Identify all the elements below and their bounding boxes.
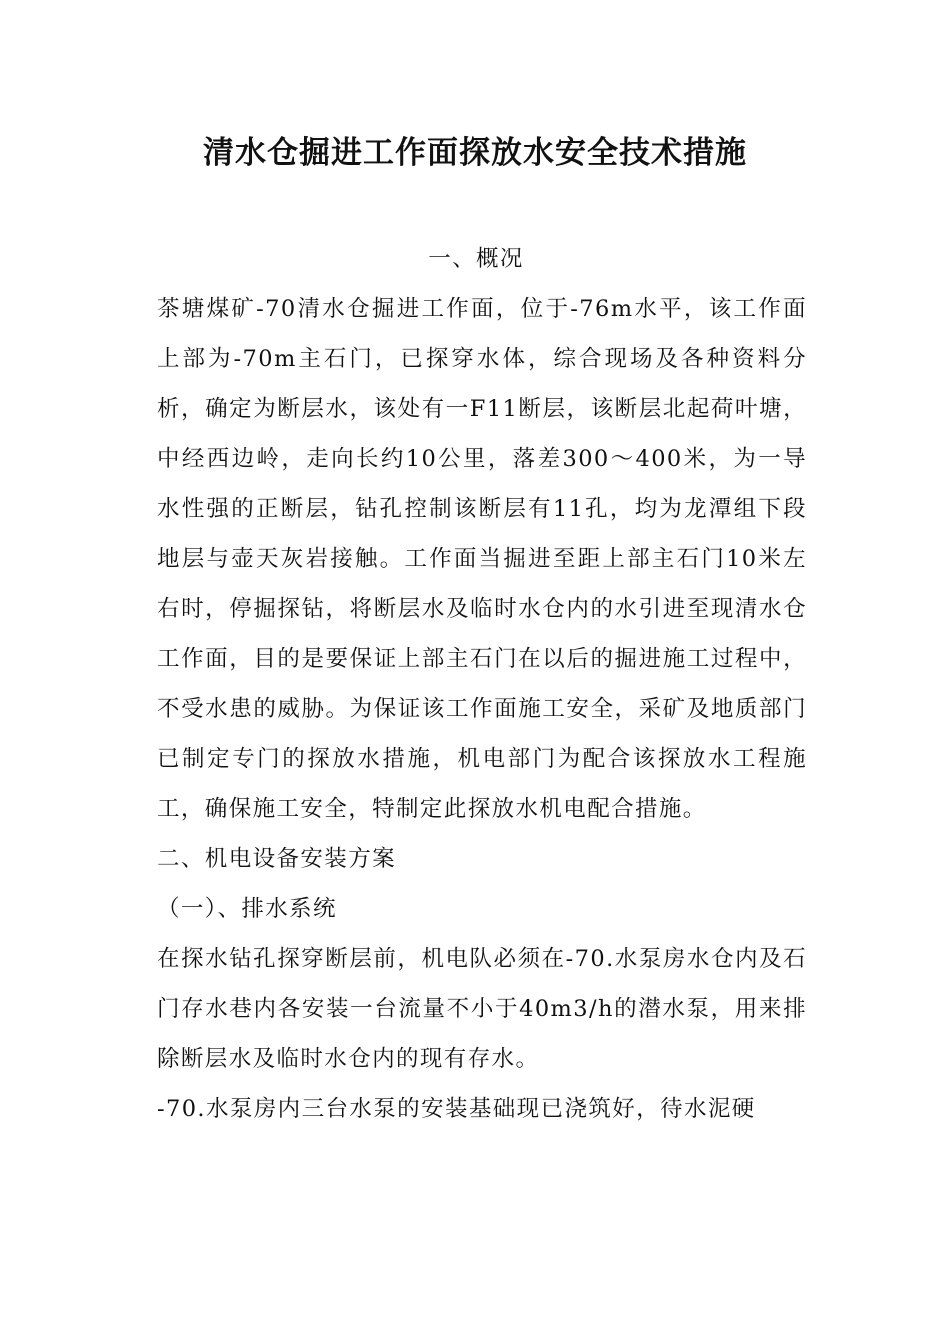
section-heading-overview: 一、概况 xyxy=(428,246,524,272)
section-heading-equipment: 二、机电设备安装方案 xyxy=(157,846,397,872)
document-body xyxy=(145,234,807,1134)
document-title: 清水仓掘进工作面探放水安全技术措施 xyxy=(203,135,747,171)
subheading-drainage-system: （一）、排水系统 xyxy=(157,896,337,922)
drainage-paragraph-2: -70.水泵房内三台水泵的安装基础现已浇筑好，待水泥硬 xyxy=(157,1096,756,1122)
drainage-paragraph-1: 在探水钻孔探穿断层前，机电队必须在-70.水泵房水仓内及石门存水巷内各安装一台流量不小于40m3/h的潜水泵，用来排除断层水及临时水仓内的现有存水。 xyxy=(157,946,807,1072)
overview-paragraph: 茶塘煤矿-70清水仓掘进工作面，位于-76m水平，该工作面上部为-70m主石门，已探穿水体，综合现场及各种资料分析，确定为断层水，该处有一F11断层，该断层北起荷叶塘，中经西边岭，走向长约10公里，落差300～400米，为一导水性强的正断层，钻孔控制该断层有11孔，均为龙潭组下段地层与壶天灰岩接触。工作面当掘进至距上部主石门10米左右时，停掘探钻，将断层水及临时水仓内的水引进至现清水仓工作面，目的是要保证上部主石门在以后的掘进施工过程中，不受水患的威胁。为保证该工作面施工安全，采矿及地质部门已制定专门的探放水措施，机电部门为配合该探放水工程施工，确保施工安全，特制定此探放水机电配合措施。 xyxy=(157,296,807,822)
